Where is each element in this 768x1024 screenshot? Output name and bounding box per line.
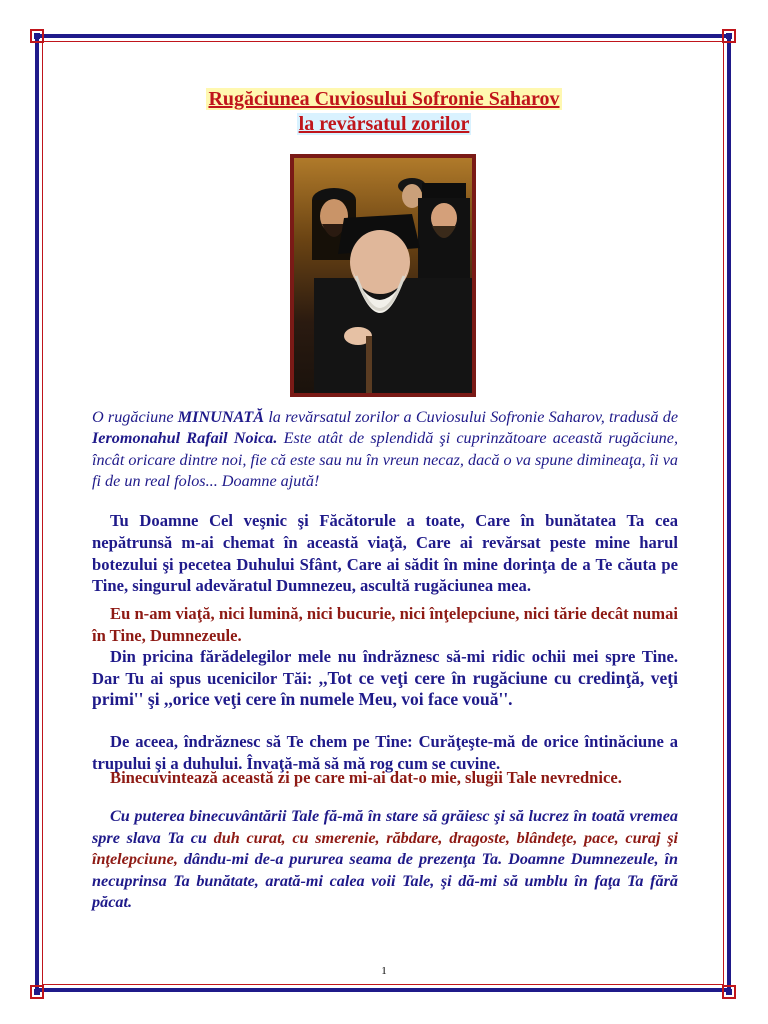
prayer-paragraph-2: Eu n-am viaţă, nici lumină, nici bucurie, nici înţelepciune, nici tărie decât numai în Tine, Dumnezeule.: [92, 604, 678, 645]
corner-ornament: [30, 29, 46, 45]
corner-ornament: [722, 985, 738, 1001]
prayer-paragraph-5: Binecuvintează această zi pe care mi-ai dat-o mie, slugii Tale nevrednice.: [110, 768, 622, 787]
page-number: 1: [381, 965, 387, 977]
elder-photo: [290, 154, 476, 397]
intro-paragraph: O rugăciune MINUNATĂ la revărsatul zorilor a Cuviosului Sofronie Saharov, tradusă de Ieromonahul Rafail Noica. Este atât de splendidă şi cuprinzătoare această rugăciune, încât oricare dintre noi, fie că este sau nu în vreun necaz, dacă o va spune dimineaţa, îi va fi de un real folos... Doamne ajută!: [92, 408, 679, 490]
prayer-paragraph-3: Din pricina fărădelegilor mele nu îndrăznesc să-mi ridic ochii mei spre Tine. Dar Tu ai spus ucenicilor Tăi: ,,Tot ce veţi cere în rugăciune cu credinţă, veţi primi'' şi ,,orice veţi cere în numele Meu, voi face vouă''.: [92, 647, 678, 709]
photo-elder-monk-with-monks-icon: [294, 158, 472, 393]
corner-ornament: [30, 985, 46, 1001]
prayer-paragraph-4: De aceea, îndrăznesc să Te chem pe Tine: Curăţeşte-mă de orice întinăciune a trupului şi a duhului. Învaţă-mă să mă rog cum se cuvine.: [92, 732, 678, 773]
prayer-paragraph-6: Cu puterea binecuvântării Tale fă-mă în stare să grăiesc şi să lucrez în toată vremea spre slava Ta cu duh curat, cu smerenie, răbdare, dragoste, blândeţe, pace, curaj şi înţelepciune, dându-mi de-a pururea seama de prezenţa Ta. Doamne Dumnezeule, în necuprinsa Ta bunătate, arată-mi calea voii Tale, şi dă-mi să umblu în faţa Ta fără păcat.: [92, 807, 678, 911]
title-line-2: la revărsatul zorilor: [298, 113, 470, 135]
title-line-1: Rugăciunea Cuviosului Sofronie Saharov: [208, 88, 560, 110]
prayer-paragraph-1: Tu Doamne Cel veşnic şi Făcătorule a toate, Care în bunătatea Ta cea nepătrunsă m-ai chemat în această viaţă, Care ai revărsat peste mine harul botezului şi pecetea Duhului Sfânt, Care ai sădit în mine dorinţa de a Te căuta pe Tine, singurul adevăratul Dumnezeu, ascultă rugăciunea mea.: [92, 511, 678, 596]
corner-ornament: [722, 29, 738, 45]
